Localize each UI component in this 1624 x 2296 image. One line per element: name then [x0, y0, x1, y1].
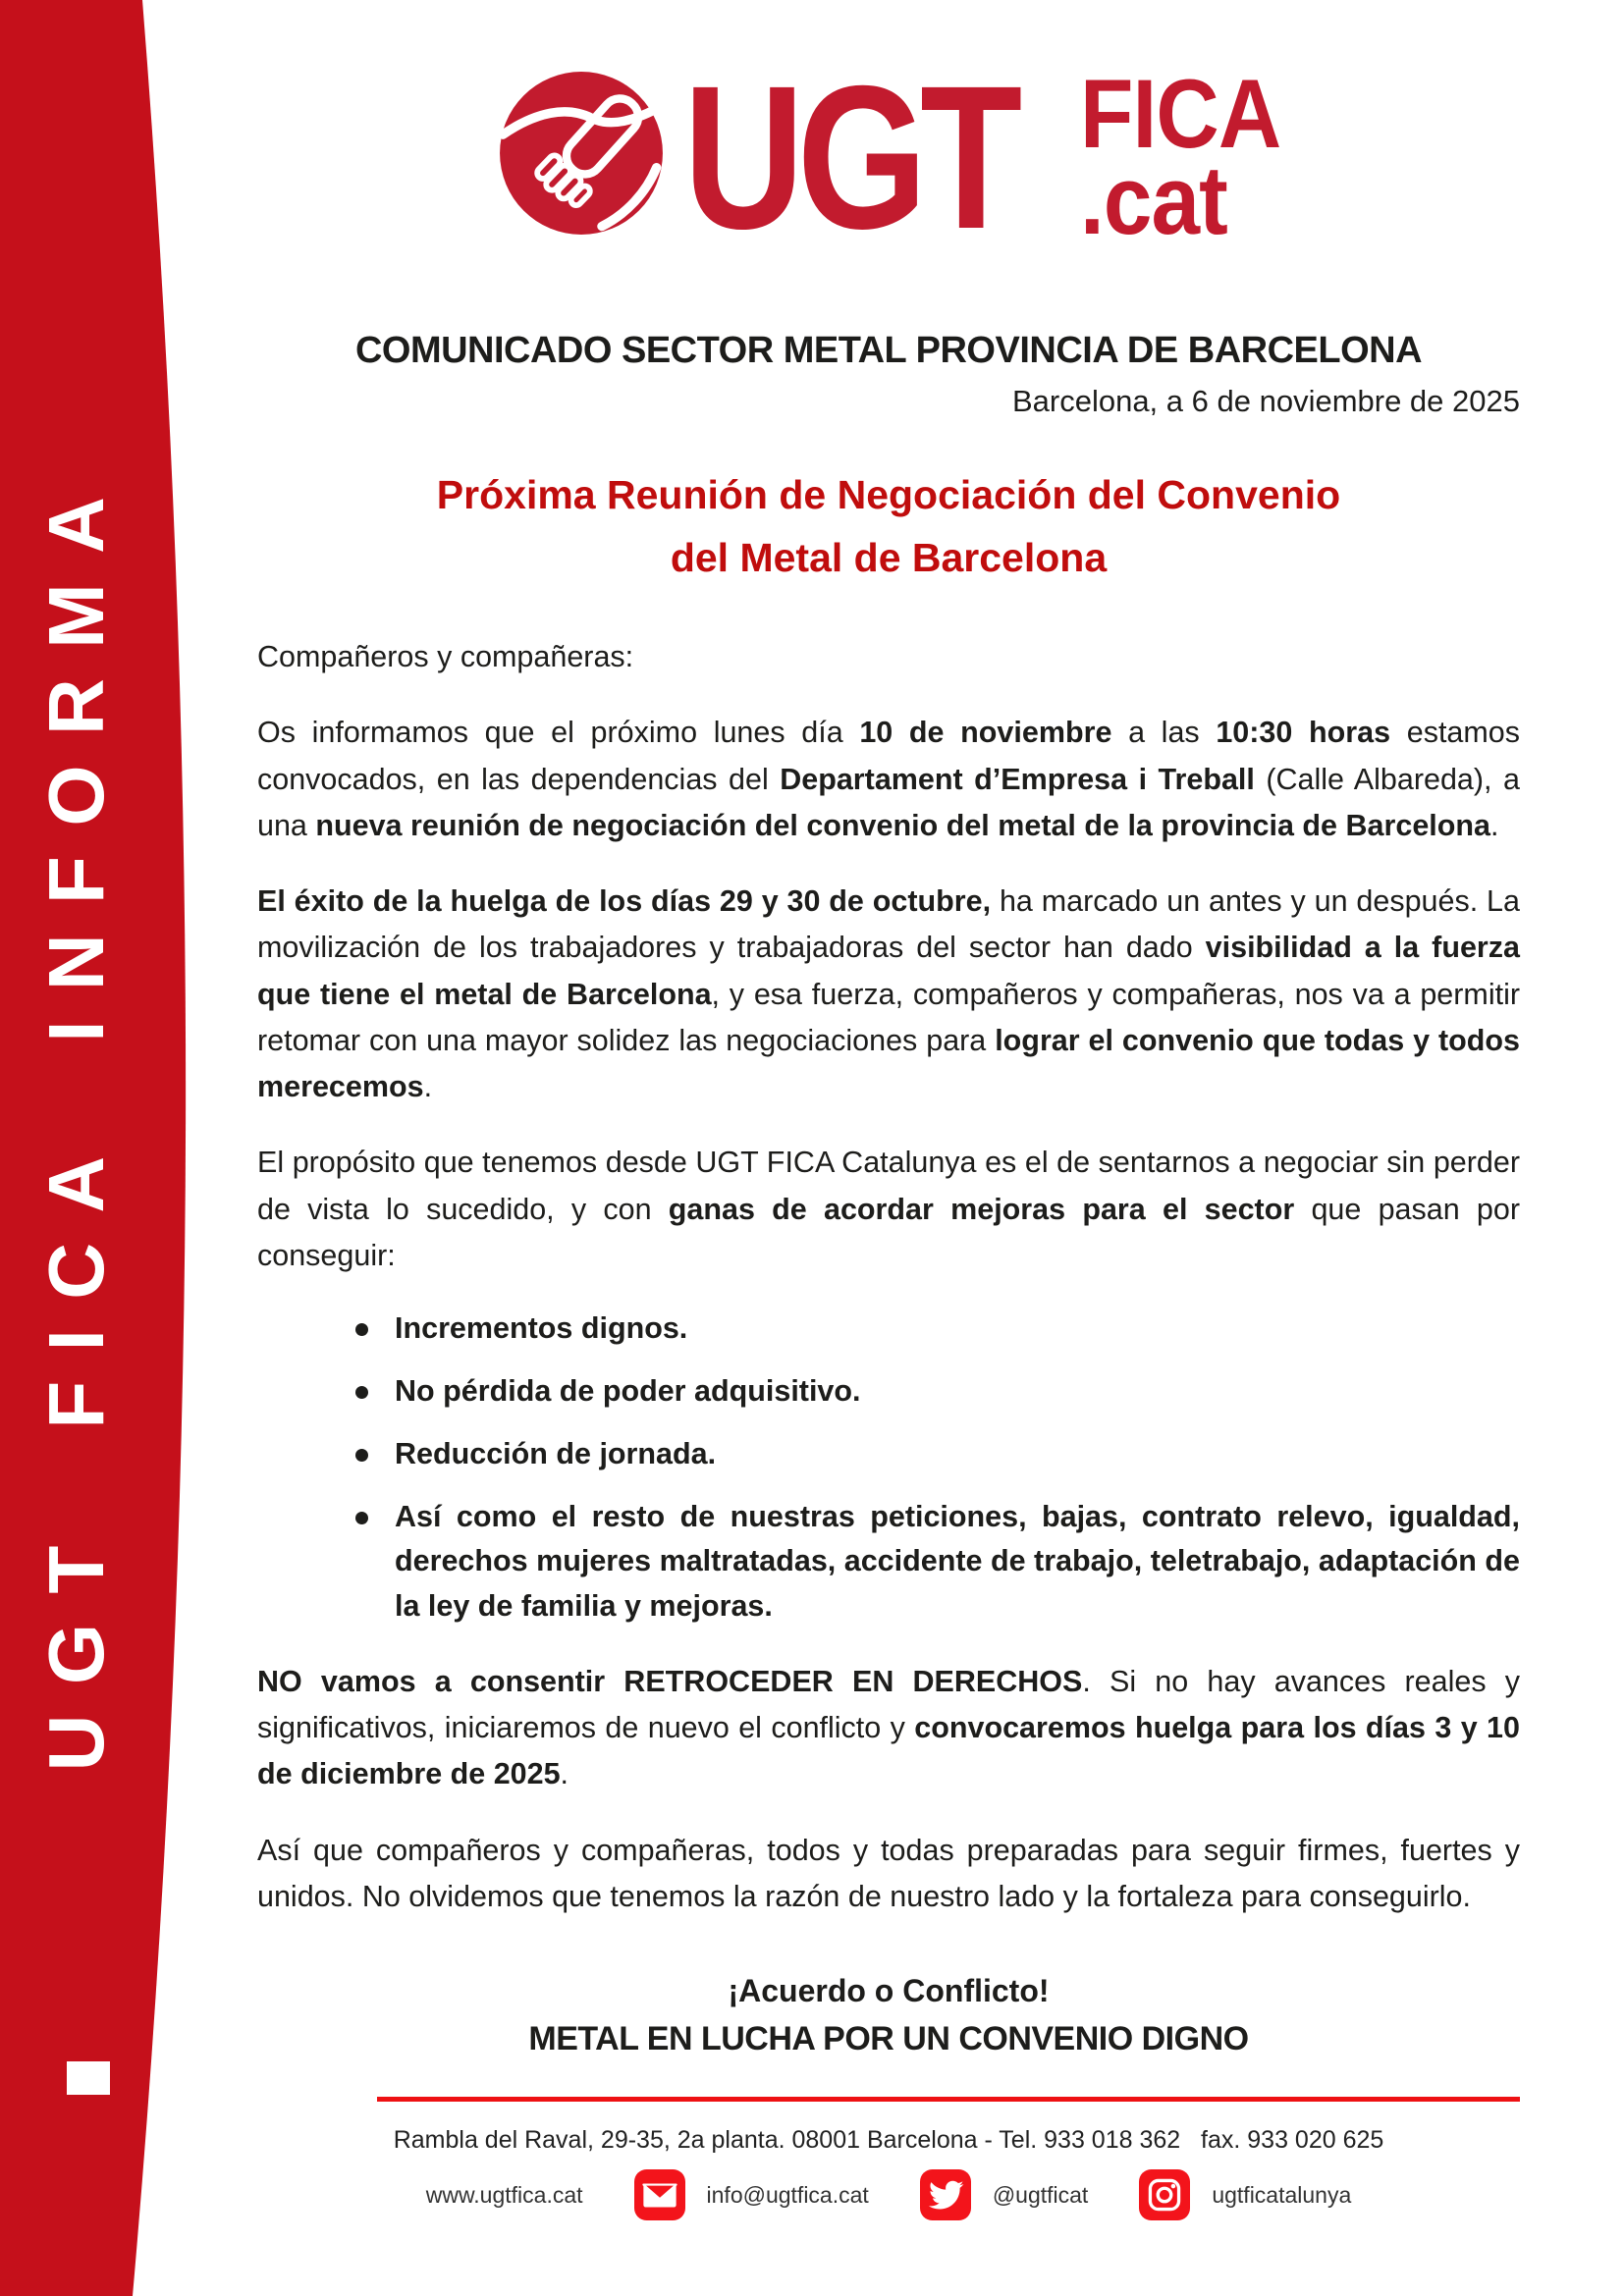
footer-address: Rambla del Raval, 29-35, 2a planta. 08001 Barcelona - Tel. 933 018 362 fax. 933 020 625 [393, 2126, 1384, 2154]
paragraph-closing-call: Así que compañeros y compañeras, todos y todas preparadas para seguir firmes, fuertes y unidos. No olvidemos que tenemos la razón de nuestro lado y la fortaleza para conseguirlo. [257, 1833, 1520, 1913]
content-column [257, 0, 1520, 2064]
paragraph-no-retroceder: NO vamos a consentir RETROCEDER EN DERECHOS. Si no hay avances reales y significativos, iniciaremos de nuevo el conflicto y convocaremos huelga para los días 3 y 10 de diciembre de 2025. [257, 1664, 1520, 1791]
handshake-icon [499, 71, 664, 236]
instagram-link[interactable] [1139, 2169, 1351, 2220]
main-heading [257, 464, 1520, 589]
footer-social-row [257, 2169, 1520, 2220]
instagram-label[interactable]: ugtficatalunya [1212, 2181, 1352, 2208]
petitions-list [344, 1307, 1520, 1629]
main-heading-line2: del Metal de Barcelona [670, 534, 1108, 580]
slogan-acuerdo-o-conflicto: ¡Acuerdo o Conflicto! [728, 1973, 1050, 2009]
logo-fica-cat [1079, 59, 1303, 254]
footer-divider [377, 2097, 1520, 2102]
logo-cat-text: .cat [1079, 145, 1227, 254]
website-link[interactable] [426, 2182, 583, 2209]
logo-fica-text: FICA [1079, 59, 1280, 168]
list-item: Así como el resto de nuestras peticiones, bajas, contrato relevo, igualdad, derechos mujeres maltratadas, accidente de trabajo, teletrabajo, adaptación de la ley de familia y mejoras. [344, 1495, 1520, 1629]
list-item: Incrementos dignos. [344, 1307, 1520, 1352]
slogan-metal-en-lucha: METAL EN LUCHA POR UN CONVENIO DIGNO [528, 2020, 1249, 2058]
paragraph-purpose: El propósito que tenemos desde UGT FICA Catalunya es el de sentarnos a negociar sin perder de vista lo sucedido, y con ganas de acordar mejoras para el sector que pasan por conseguir: [257, 1146, 1520, 1273]
list-item: Reducción de jornada. [344, 1432, 1520, 1477]
list-item: No pérdida de poder adquisitivo. [344, 1369, 1520, 1415]
twitter-link[interactable] [920, 2169, 1089, 2220]
sidebar-vertical-text: UGT FICA INFORMA [32, 466, 120, 1772]
ugt-fica-logo [499, 45, 1279, 289]
email-icon[interactable] [634, 2169, 685, 2220]
email-link[interactable] [634, 2169, 869, 2220]
document-title: COMUNICADO SECTOR METAL PROVINCIA DE BARCELONA [354, 330, 1423, 371]
document-date: Barcelona, a 6 de noviembre de 2025 [1011, 384, 1520, 418]
paragraph-salutation: Compañeros y compañeras: [257, 640, 634, 674]
paragraph-meeting-info: Os informamos que el próximo lunes día 10 de noviembre a las 10:30 horas estamos convocados, en las dependencias del Departament d’Empresa i Treball (Calle Albareda), a una nueva reunión de negociación del convenio del metal de la provincia de Barcelona. [257, 716, 1521, 842]
logo-ugt-text: UGT [682, 44, 1015, 272]
sidebar-square-mark [67, 2061, 110, 2095]
instagram-icon[interactable] [1139, 2169, 1190, 2220]
closing-slogans [257, 1967, 1520, 2064]
email-label[interactable]: info@ugtfica.cat [706, 2181, 869, 2208]
twitter-icon[interactable] [920, 2169, 971, 2220]
twitter-label[interactable]: @ugtficat [992, 2181, 1089, 2208]
website-label[interactable]: www.ugtfica.cat [425, 2181, 583, 2208]
paragraph-strike-success: El éxito de la huelga de los días 29 y 30 de octubre, ha marcado un antes y un después. La movilización de los trabajadores y trabajadoras del sector han dado visibilidad a la fuerza que tiene el metal de Barcelona, y esa fuerza, compañeros y compañeras, nos va a permitir retomar con una mayor solidez las negociaciones para lograr el convenio que todas y todos merecemos. [257, 884, 1520, 1104]
main-heading-line1: Próxima Reunión de Negociación del Convenio [436, 472, 1341, 517]
